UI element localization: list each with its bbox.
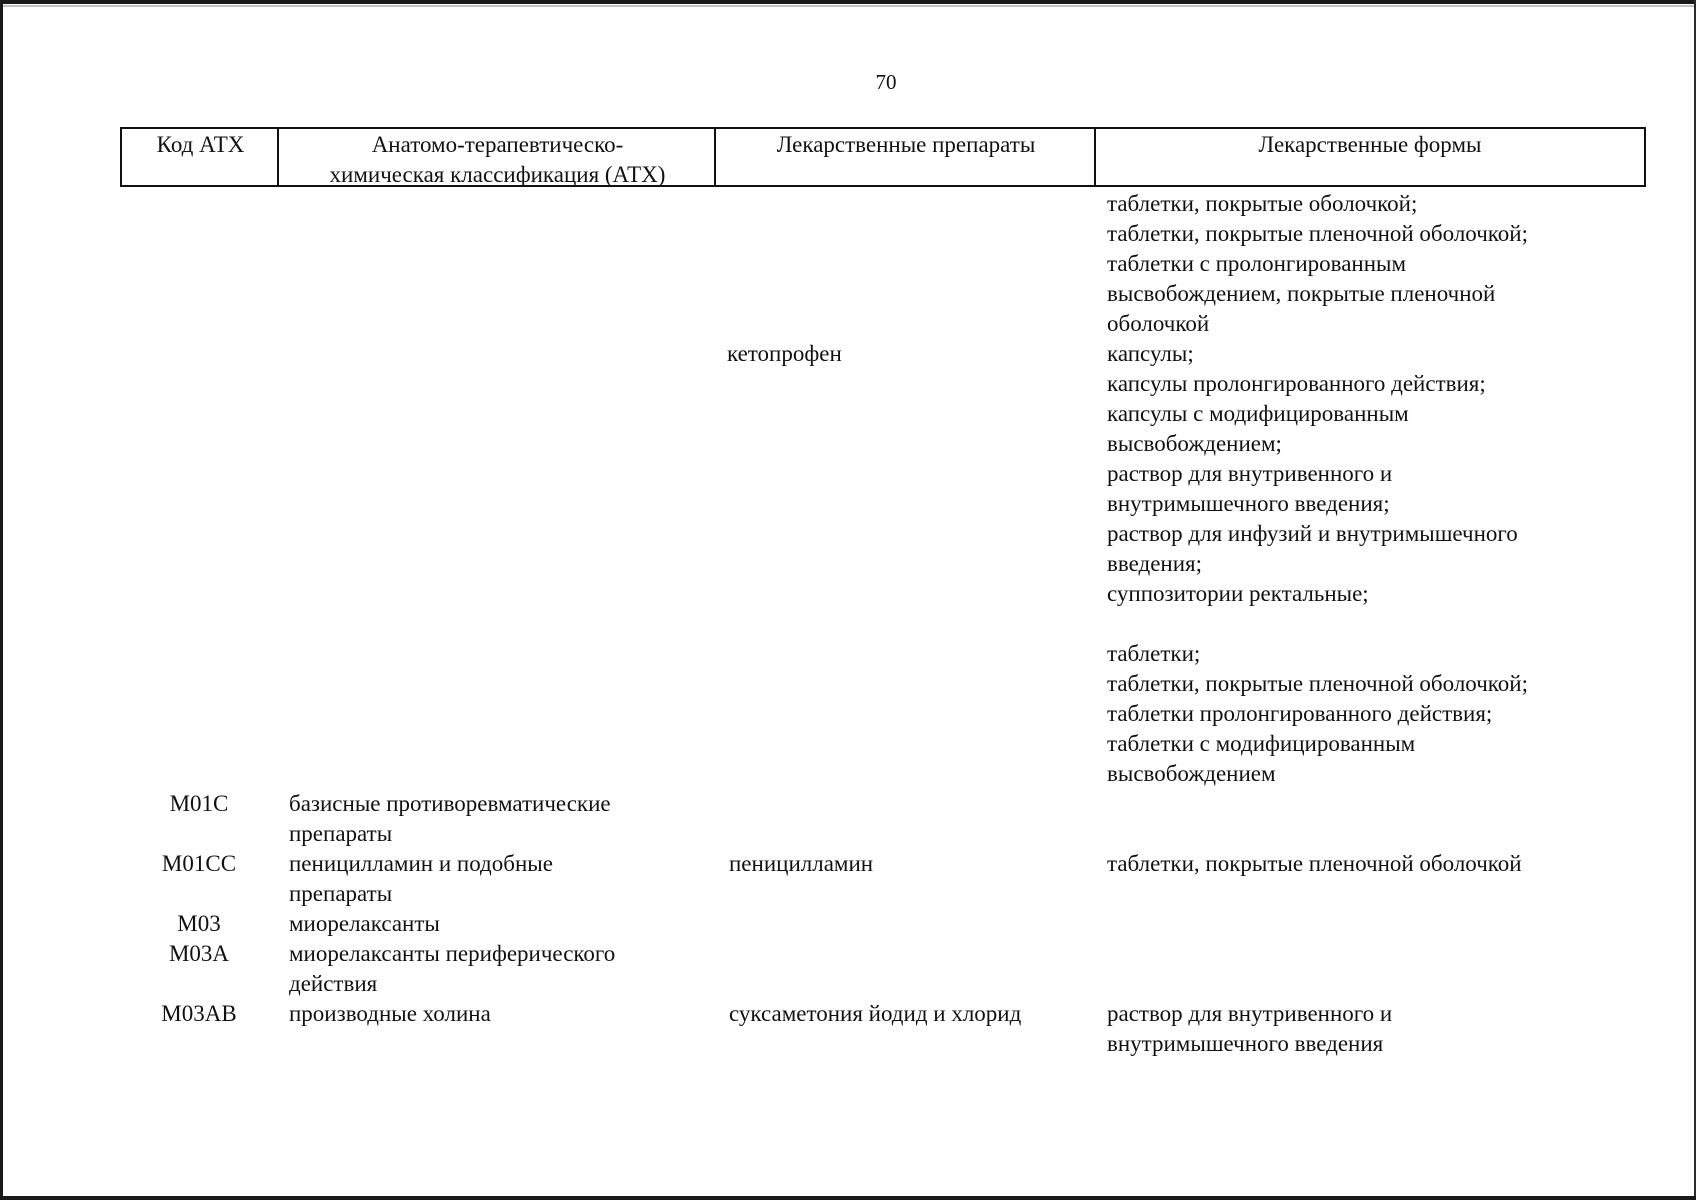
dosage-form-line: внутримышечного введения; (1107, 491, 1390, 516)
dosage-form-line: таблетки; (1107, 641, 1201, 666)
dosage-form-line: таблетки, покрытые пленочной оболочкой; (1107, 221, 1528, 246)
atc-classification: базисные противоревматические (289, 791, 611, 816)
dosage-form-line: высвобождением (1107, 761, 1276, 786)
dosage-form-line: капсулы с модифицированным (1107, 401, 1409, 426)
atc-classification: миорелаксанты (289, 911, 440, 936)
dosage-form-line: высвобождением; (1107, 431, 1282, 456)
scan-edge-top (0, 0, 1696, 4)
scan-edge-shadow (0, 5, 1696, 7)
page-number: 70 (875, 70, 897, 94)
atc-code: M03AB (161, 1001, 237, 1026)
dosage-form-line: высвобождением, покрытые пленочной (1107, 281, 1496, 306)
dosage-form-line: таблетки, покрытые оболочкой; (1107, 191, 1418, 216)
header-drugs: Лекарственные препараты (776, 132, 1036, 157)
header-atc-classification-line1: Анатомо-терапевтическо- (371, 132, 624, 157)
atc-code: M01CC (161, 851, 237, 876)
table-header (120, 127, 1646, 187)
drug-name: кетопрофен (727, 341, 842, 366)
dosage-form-line: таблетки, покрытые пленочной оболочкой (1107, 851, 1522, 876)
header-atc-classification (279, 129, 716, 185)
scan-edge-bottom (0, 1196, 1696, 1200)
dosage-form-line: таблетки с модифицированным (1107, 731, 1416, 756)
atc-classification: производные холина (289, 1001, 491, 1026)
atc-classification: миорелаксанты периферического (289, 941, 616, 966)
dosage-form-line: суппозитории ректальные; (1107, 581, 1369, 606)
atc-classification: пеницилламин и подобные (289, 851, 553, 876)
atc-code: M03 (177, 911, 221, 936)
header-atc-code: Код АТХ (156, 132, 245, 157)
dosage-form-line: таблетки с пролонгированным (1107, 251, 1407, 276)
drug-name: пеницилламин (729, 851, 874, 876)
scan-edge-left (0, 0, 3, 1200)
dosage-form-line: раствор для внутривенного и (1107, 461, 1393, 486)
dosage-form-line: капсулы; (1107, 341, 1194, 366)
header-dosage-forms: Лекарственные формы (1258, 132, 1482, 157)
atc-classification: действия (289, 971, 378, 996)
drug-name: суксаметония йодид и хлорид (729, 1001, 1022, 1026)
dosage-form-line: таблетки, покрытые пленочной оболочкой; (1107, 671, 1528, 696)
dosage-form-line: таблетки пролонгированного действия; (1107, 701, 1493, 726)
header-atc-classification-line2: химическая классификация (АТХ) (329, 162, 666, 187)
dosage-form-line: введения; (1107, 551, 1202, 576)
dosage-form-line: раствор для инфузий и внутримышечного (1107, 521, 1518, 546)
dosage-form-line: внутримышечного введения (1107, 1031, 1384, 1056)
atc-code: M01C (169, 791, 229, 816)
atc-code: M03A (168, 941, 230, 966)
dosage-form-line: оболочкой (1107, 311, 1210, 336)
dosage-form-line: капсулы пролонгированного действия; (1107, 371, 1486, 396)
atc-classification: препараты (289, 881, 393, 906)
dosage-form-line: раствор для внутривенного и (1107, 1001, 1393, 1026)
atc-classification: препараты (289, 821, 393, 846)
